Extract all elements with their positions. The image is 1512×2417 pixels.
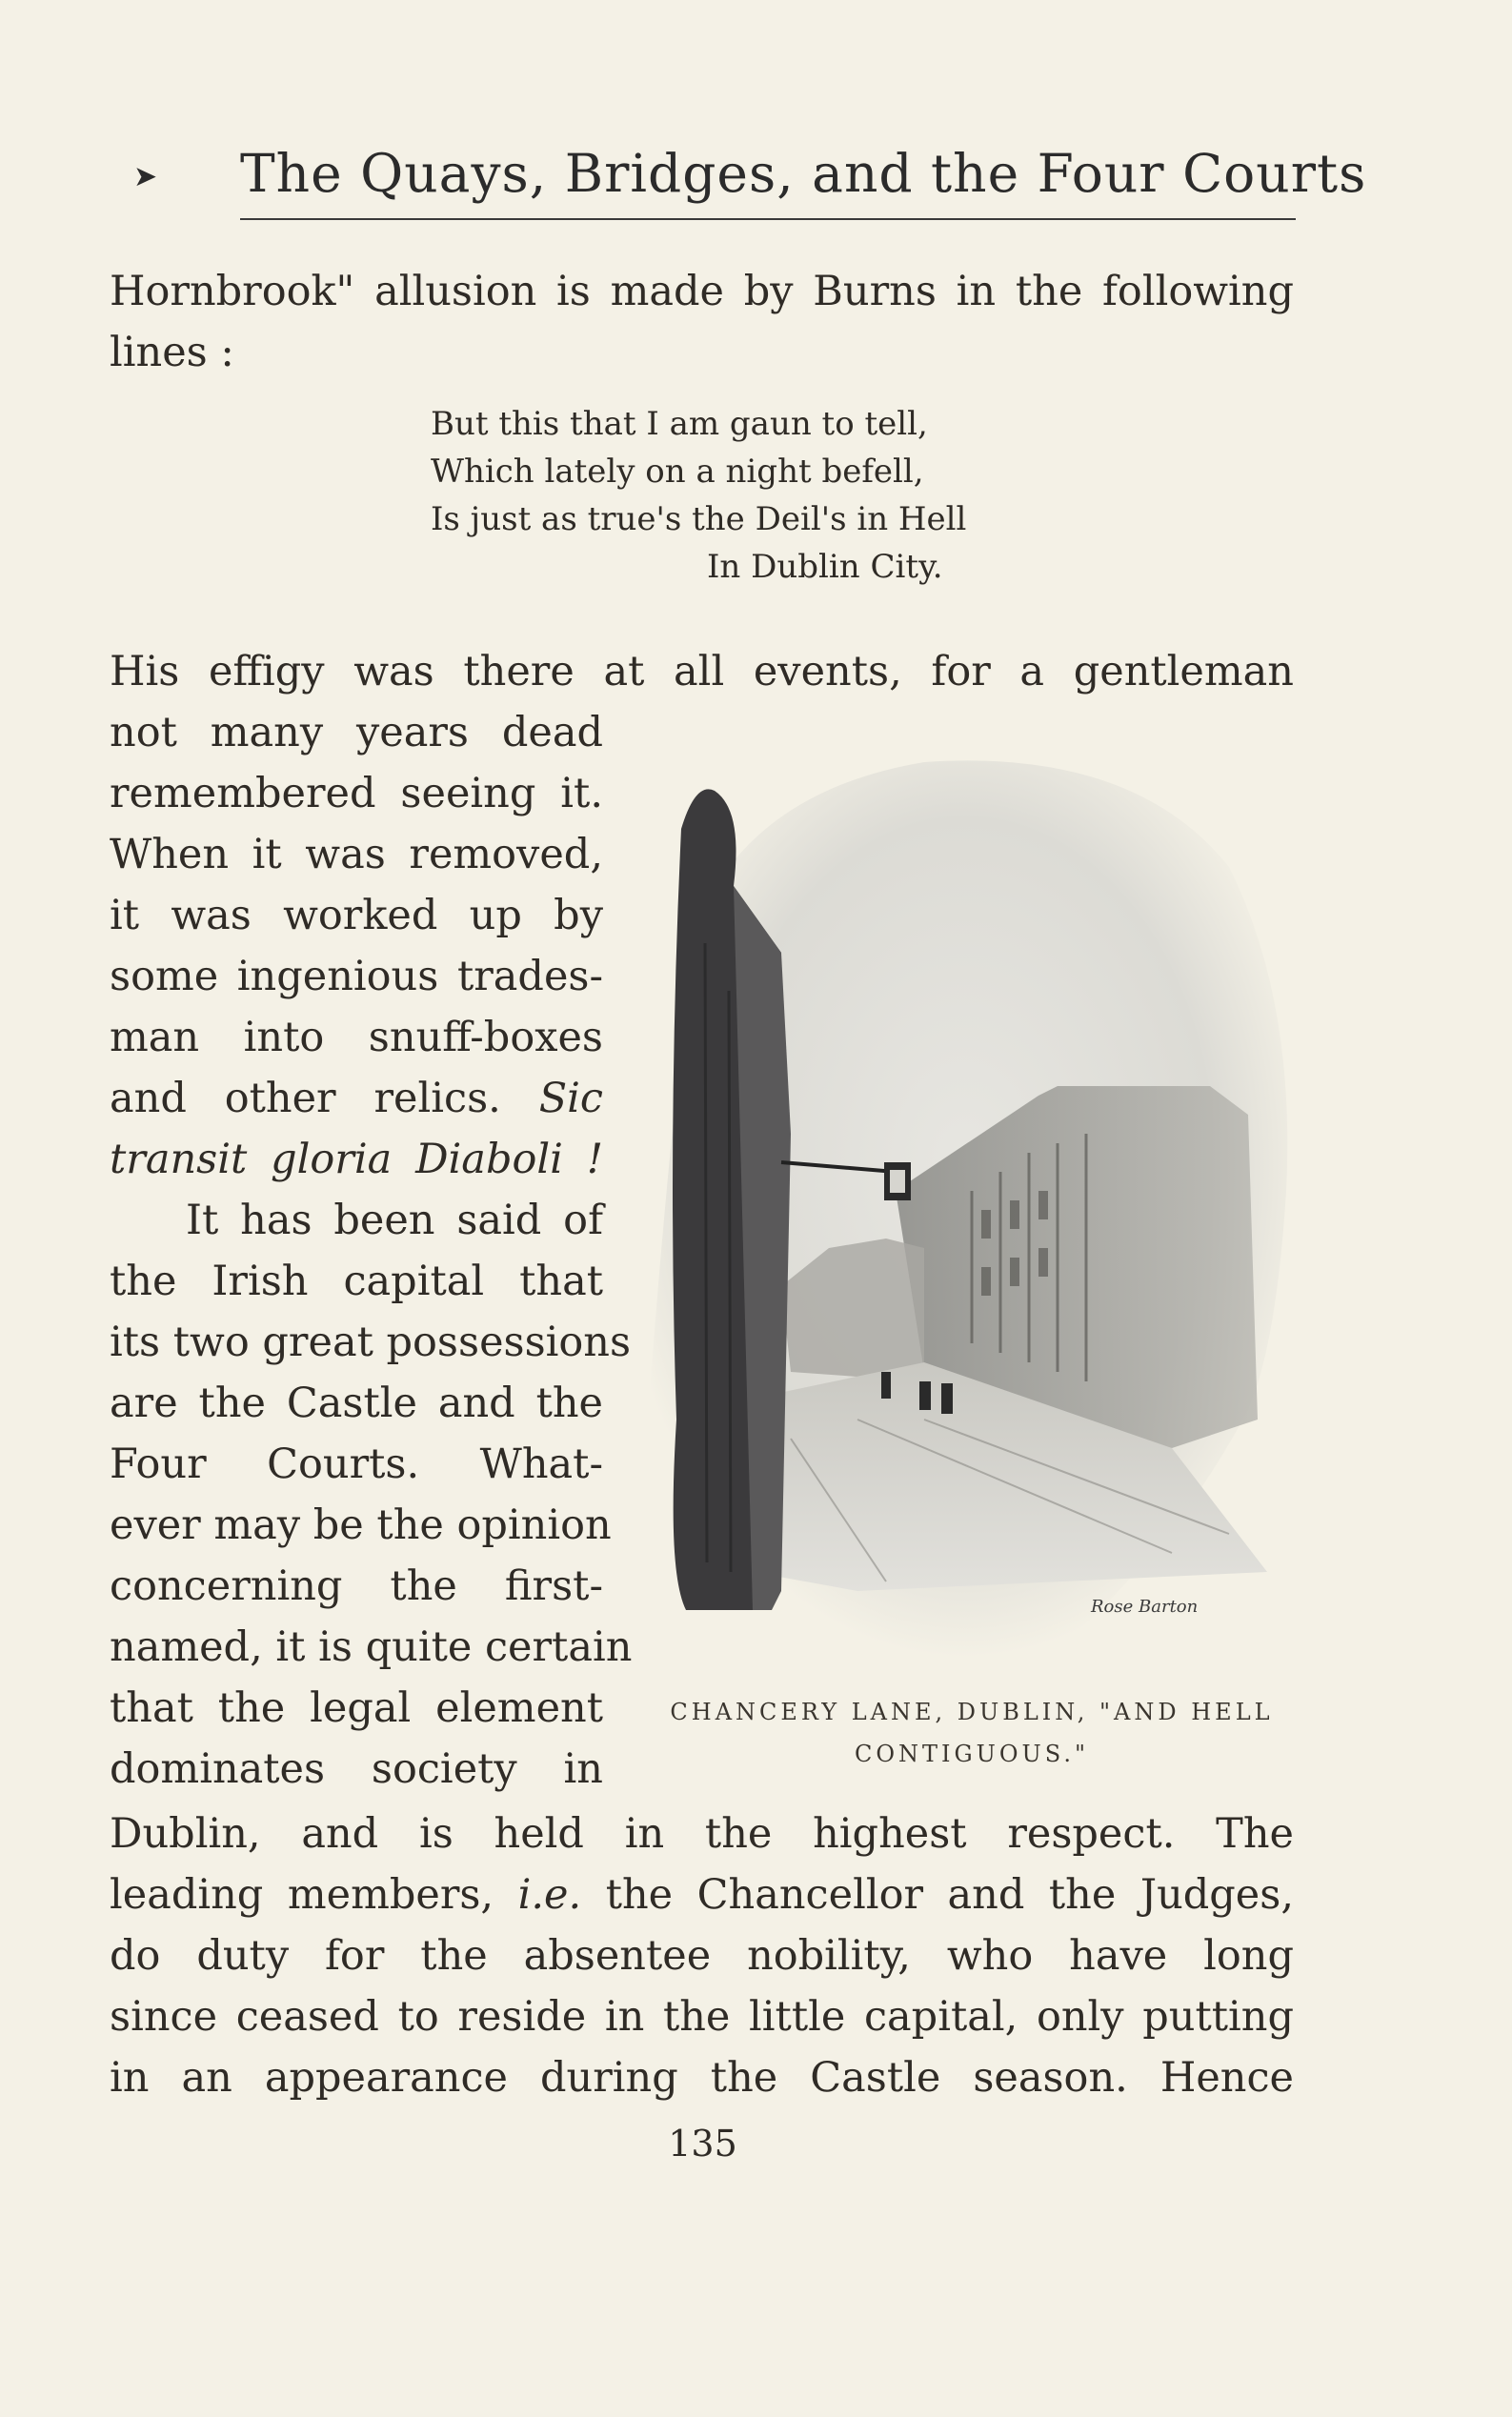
italic-phrase: transit gloria Diaboli ! [110, 1136, 603, 1183]
text-fragment: and other relics. [110, 1075, 501, 1122]
illustration [638, 753, 1305, 1658]
verse-line: But this that I am gaun to tell, [431, 405, 928, 443]
text-line: man into snuff-boxes [110, 1014, 603, 1061]
text-line: in an appearance during the Castle season. Hence [110, 2054, 1294, 2102]
text-line: named, it is quite certain [110, 1623, 633, 1671]
italic-word: Sic [538, 1075, 603, 1122]
paragraph-full-width [110, 641, 1294, 702]
text-line: not many years dead [110, 709, 603, 756]
text-line [110, 1068, 603, 1129]
text-line: concerning the first- [110, 1562, 603, 1610]
header-rule [240, 218, 1296, 220]
text-line: dominates society in [110, 1745, 603, 1793]
closing-paragraph [110, 1803, 1294, 2108]
hand-pointer-icon: ➤ [133, 160, 158, 193]
verse-line: Is just as true's the Deil's in Hell [431, 500, 967, 538]
text-line: some ingenious trades- [110, 953, 603, 1000]
text-line: that the legal element [110, 1684, 603, 1732]
text-fragment: the Chancellor and the Judges, [605, 1871, 1294, 1919]
text-line: Four Courts. What- [110, 1440, 603, 1488]
text-line: ever may be the opinion [110, 1501, 612, 1549]
text-line: its two great possessions [110, 1319, 632, 1366]
text-line: lines : [110, 329, 234, 376]
text-line: His effigy was there at all events, for a gentleman [110, 648, 1294, 695]
caption-line: CONTIGUOUS." [854, 1741, 1090, 1767]
text-fragment: leading members, [110, 1871, 494, 1919]
running-title: The Quays, Bridges, and the Four Courts [240, 143, 1367, 204]
caption-line: CHANCERY LANE, DUBLIN, "AND HELL [670, 1699, 1274, 1725]
text-line: Hornbrook" allusion is made by Burns in the following [110, 268, 1294, 315]
text-line: since ceased to reside in the little capital, only putting [110, 1993, 1294, 2041]
page-number: 135 [668, 2123, 737, 2165]
text-line: the Irish capital that [110, 1258, 603, 1305]
artist-signature: Rose Barton [1091, 1597, 1199, 1617]
figure-caption [638, 1691, 1305, 1775]
text-line: Dublin, and is held in the highest respect. The [110, 1810, 1294, 1858]
verse-quote [431, 400, 966, 591]
text-line: do duty for the absentee nobility, who have long [110, 1932, 1294, 1980]
text-line: it was worked up by [110, 892, 603, 939]
verse-line: Which lately on a night befell, [431, 453, 924, 491]
text-line: It has been said of [186, 1197, 603, 1244]
verse-line: In Dublin City. [707, 548, 943, 586]
column-text [110, 702, 633, 1800]
text-line: When it was removed, [110, 831, 603, 878]
text-line: remembered seeing it. [110, 770, 603, 817]
text-line: are the Castle and the [110, 1380, 603, 1427]
italic-abbrev: i.e. [517, 1871, 582, 1919]
text-line [110, 1864, 1294, 1925]
intro-paragraph [110, 261, 1294, 383]
text-line [110, 1129, 603, 1190]
running-header [133, 133, 1367, 229]
street-illustration [638, 753, 1305, 1658]
